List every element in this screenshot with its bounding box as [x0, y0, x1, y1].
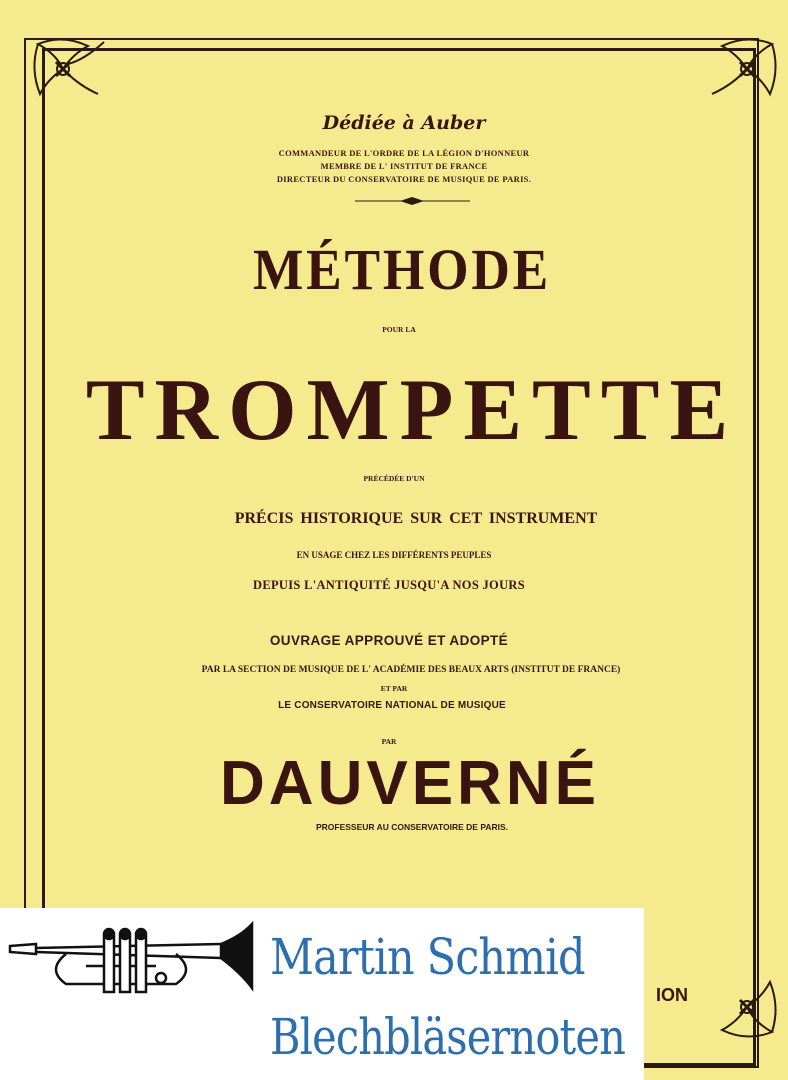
ornament-top-right-icon: [702, 24, 788, 114]
brand-name: Martin Schmid: [270, 928, 585, 986]
conservatoire-line: LE CONSERVATOIRE NATIONAL DE MUSIQUE: [278, 700, 506, 711]
honour-line: MEMBRE DE L' INSTITUT DE FRANCE: [320, 161, 488, 171]
section-line: PAR LA SECTION DE MUSIQUE DE L' ACADÉMIE DES BEAUX ARTS (INSTITUT DE FRANCE): [201, 665, 621, 675]
et-par: ET PAR: [380, 684, 408, 693]
usage-line: EN USAGE CHEZ LES DIFFÉRENTS PEUPLES: [296, 550, 492, 560]
title-trompette: TROMPETTE: [85, 362, 739, 459]
trumpet-icon: [6, 918, 264, 1013]
honour-line: DIRECTEUR DU CONSERVATOIRE DE MUSIQUE DE PARIS.: [276, 174, 532, 184]
decorative-rule-icon: [355, 197, 470, 205]
precedee: PRÉCÉDÉE D'UN: [363, 474, 425, 483]
seller-stamp: [0, 908, 644, 1080]
dedication: Dédiée à Auber: [322, 112, 486, 134]
brand-subtitle: Blechbläsernoten: [270, 1008, 625, 1066]
ornament-top-left-icon: [18, 24, 108, 114]
precis-line: PRÉCIS HISTORIQUE SUR CET INSTRUMENT: [234, 510, 598, 527]
honour-line: COMMANDEUR DE L'ORDRE DE LA LÉGION D'HONNEUR: [278, 148, 530, 158]
ornament-bottom-right-icon: [702, 962, 788, 1052]
ouvrage-line: OUVRAGE APPROUVÉ ET ADOPTÉ: [269, 633, 509, 648]
author-title: PROFESSEUR AU CONSERVATOIRE DE PARIS.: [315, 822, 509, 832]
depuis-line: DEPUIS L'ANTIQUITÉ JUSQU'A NOS JOURS: [253, 578, 525, 592]
author-name: DAUVERNÉ: [220, 749, 600, 818]
par: PAR: [381, 737, 397, 746]
pour-la: POUR LA: [382, 325, 416, 334]
title-methode: MÉTHODE: [252, 237, 551, 302]
partial-publisher-text: ION: [656, 985, 689, 1005]
